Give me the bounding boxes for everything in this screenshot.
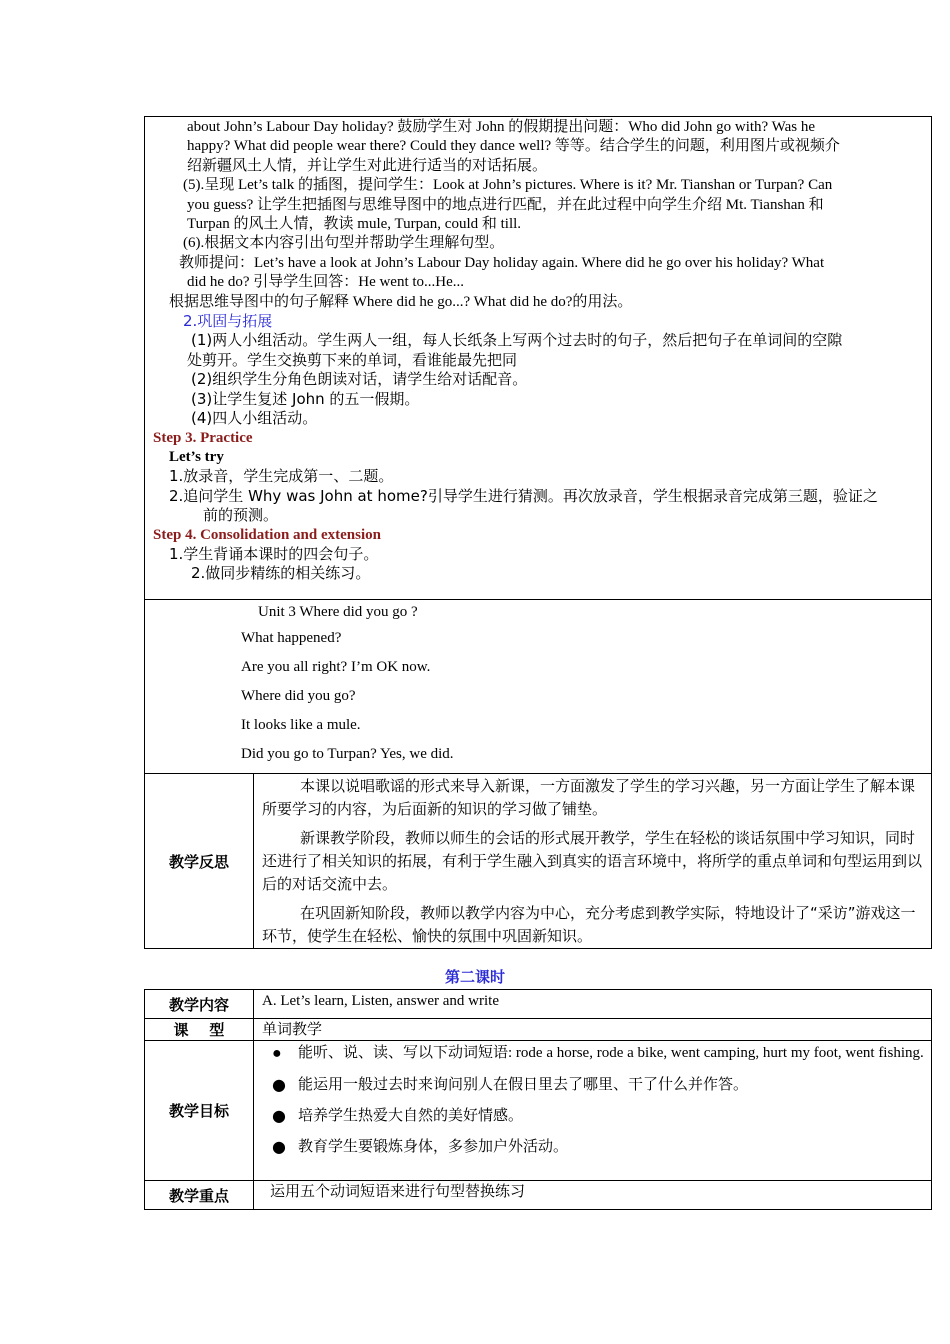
step3-heading: Step 3. Practice <box>153 429 253 446</box>
step3-line: 2.追问学生 Why was John at home?引导学生进行猜测。再次放录音，学生根据录音完成第三题，验证之 <box>169 486 878 505</box>
goal-item <box>272 1044 931 1063</box>
goals-label: 教学目标 <box>145 1041 254 1181</box>
procedure-line: about John’s Labour Day holiday? 鼓励学生对 John 的假期提出问题：Who did John go with? Was he <box>187 119 816 135</box>
board-line: It looks like a mule. <box>241 717 361 733</box>
lets-try-heading: Let’s try <box>169 448 224 465</box>
procedure-line: 教师提问：Let’s have a look at John’s Labour Day holiday again. Where did he go over his holiday? What <box>179 254 825 271</box>
procedure-line: 根据思维导图中的句子解释 Where did he go...? What did he do?的用法。 <box>169 293 633 310</box>
goal-text: 能运用一般过去时来询问别人在假日里去了哪里、干了什么并作答。 <box>298 1075 749 1093</box>
lesson2-title: 第二课时 <box>444 968 505 986</box>
reflection-label: 教学反思 <box>145 774 254 949</box>
procedure-line: (6).根据文本内容引出句型并帮助学生理解句型。 <box>183 235 505 252</box>
board-line: What happened? <box>241 630 342 646</box>
content-value: A. Let’s learn, Listen, answer and write <box>254 990 932 1019</box>
bullet-icon: ● <box>272 1137 286 1156</box>
procedure-cell <box>145 117 932 600</box>
procedure-line: happy? What did people wear there? Could they dance well? 等等。结合学生的问题，利用图片或视频介 <box>187 138 840 155</box>
consolidate-line: (3)让学生复述 John 的五一假期。 <box>191 389 420 408</box>
goal-text: 教育学生要锻炼身体，多参加户外活动。 <box>298 1137 569 1155</box>
consolidate-line: (2)组织学生分角色朗读对话，请学生给对话配音。 <box>191 370 528 389</box>
procedure-table <box>144 116 932 949</box>
goal-item <box>272 1106 931 1125</box>
goal-text: 培养学生热爱大自然的美好情感。 <box>298 1106 524 1124</box>
goal-item <box>272 1075 931 1094</box>
lesson2-table <box>144 989 932 1210</box>
step3-line: 1.放录音，学生完成第一、二题。 <box>169 467 394 486</box>
board-title: Unit 3 Where did you go ? <box>258 604 418 620</box>
step4-line: 2.做同步精练的相关练习。 <box>191 564 371 583</box>
procedure-line: (5).呈现 Let’s talk 的插图，提问学生：Look at John’s pictures. Where is it? Mr. Tianshan or Turpan? Can <box>183 177 833 194</box>
step3-line: 前的预测。 <box>203 506 279 525</box>
procedure-line: did he do? 引导学生回答：He went to...He... <box>187 274 465 291</box>
goal-text: 能听、说、读、写以下动词短语: rode a horse, rode a bike, went camping, hurt my foot, went fishing. <box>298 1045 924 1061</box>
board-design-cell <box>145 600 932 774</box>
consolidate-line: (4)四人小组活动。 <box>191 409 318 428</box>
bullet-icon: ● <box>272 1106 286 1125</box>
goal-item <box>272 1137 931 1156</box>
procedure-line: 绍新疆风土人情，并让学生对此进行适当的对话拓展。 <box>187 157 548 174</box>
procedure-line: you guess? 让学生把插图与思维导图中的地点进行匹配，并在此过程中向学生介绍 Mt. Tianshan 和 <box>187 196 824 213</box>
content-label: 教学内容 <box>145 990 254 1019</box>
type-value: 单词教学 <box>254 1019 932 1041</box>
board-line: Did you go to Turpan? Yes, we did. <box>241 746 454 762</box>
board-line: Are you all right? I’m OK now. <box>241 659 431 675</box>
bullet-icon: ● <box>272 1045 282 1062</box>
consolidate-heading: 2.巩固与拓展 <box>183 312 273 331</box>
consolidate-line: (1)两人小组活动。学生两人一组，每人长纸条上写两个过去时的句子，然后把句子在单词间的空隙 <box>191 331 843 350</box>
focus-label: 教学重点 <box>145 1181 254 1210</box>
step4-heading: Step 4. Consolidation and extension <box>153 526 381 543</box>
goals-cell <box>254 1041 932 1181</box>
bullet-icon: ● <box>272 1075 286 1094</box>
type-label: 课 型 <box>145 1019 254 1041</box>
focus-value: 运用五个动词短语来进行句型替换练习 <box>254 1181 932 1210</box>
reflection-cell <box>254 774 932 949</box>
consolidate-line: 处剪开。学生交换剪下来的单词，看谁能最先把同 <box>187 350 518 369</box>
board-line: Where did you go? <box>241 688 356 704</box>
reflection-paragraph: 新课教学阶段，教师以师生的会话的形式展开教学，学生在轻松的谈话氛围中学习知识，同时还进行了相关知识的拓展，有利于学生融入到真实的语言环境中，将所学的重点单词和句型运用到以后的对话交流中去。 <box>262 829 923 893</box>
reflection-paragraph: 在巩固新知阶段，教师以教学内容为中心，充分考虑到教学实际，特地设计了“采访”游戏这一环节，使学生在轻松、愉快的氛围中巩固新知识。 <box>262 904 916 945</box>
reflection-paragraph: 本课以说唱歌谣的形式来导入新课，一方面激发了学生的学习兴趣，另一方面让学生了解本课所要学习的内容，为后面新的知识的学习做了铺垫。 <box>262 777 916 818</box>
procedure-line: Turpan 的风土人情，教读 mule, Turpan, could 和 till. <box>187 216 522 233</box>
step4-line: 1.学生背诵本课时的四会句子。 <box>169 544 379 563</box>
